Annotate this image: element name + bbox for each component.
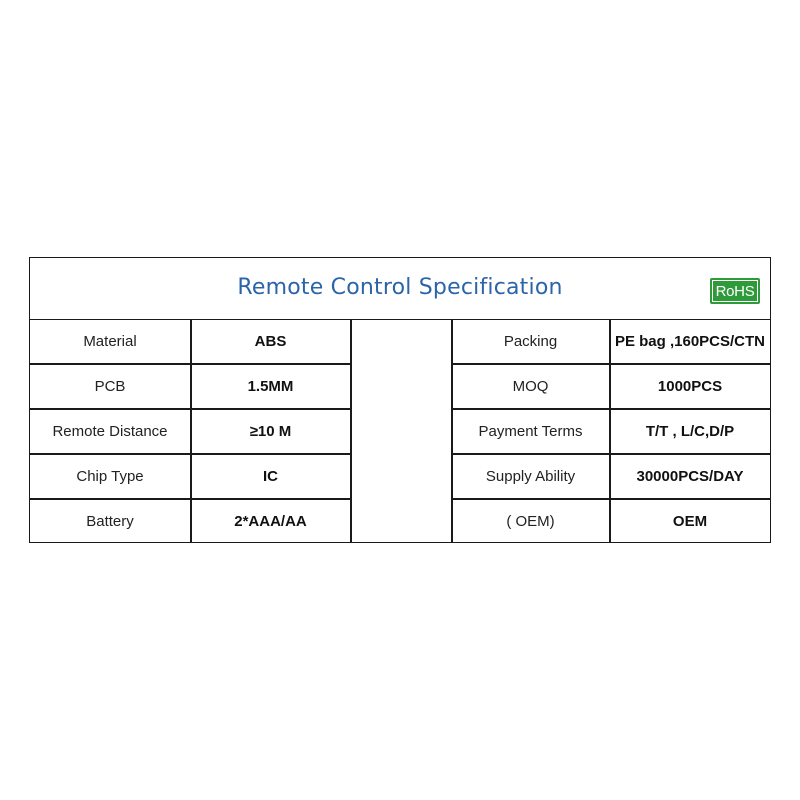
spec-label: MOQ <box>512 378 549 395</box>
spec-label: Remote Distance <box>52 423 168 440</box>
spec-table <box>29 257 771 543</box>
spec-value: 2*AAA/AA <box>234 513 307 530</box>
spec-value: ABS <box>254 333 287 350</box>
spec-label: Supply Ability <box>485 468 576 485</box>
rohs-label: RoHS <box>713 281 757 301</box>
divider <box>350 319 352 542</box>
spec-value: IC <box>263 468 278 485</box>
spec-value: 1.5MM <box>247 378 294 395</box>
spec-label: PCB <box>94 378 126 395</box>
spec-value: ≥10 M <box>249 423 292 440</box>
spec-label: Chip Type <box>76 468 144 485</box>
page-title: Remote Control Specification <box>237 275 563 300</box>
rohs-badge <box>710 278 760 304</box>
spec-value: 1000PCS <box>657 378 723 395</box>
spec-label: ( OEM) <box>506 513 555 530</box>
spec-label: Material <box>83 333 137 350</box>
spec-grid <box>30 319 770 542</box>
spec-value: OEM <box>672 513 708 530</box>
spec-value: T/T , L/C,D/P <box>645 423 735 440</box>
spec-value: 30000PCS/DAY <box>636 468 744 485</box>
spec-label: Payment Terms <box>478 423 583 440</box>
title-row <box>30 258 770 320</box>
spec-value: PE bag ,160PCS/CTN <box>614 333 766 350</box>
spec-label: Packing <box>503 333 558 350</box>
spec-label: Battery <box>86 513 134 530</box>
